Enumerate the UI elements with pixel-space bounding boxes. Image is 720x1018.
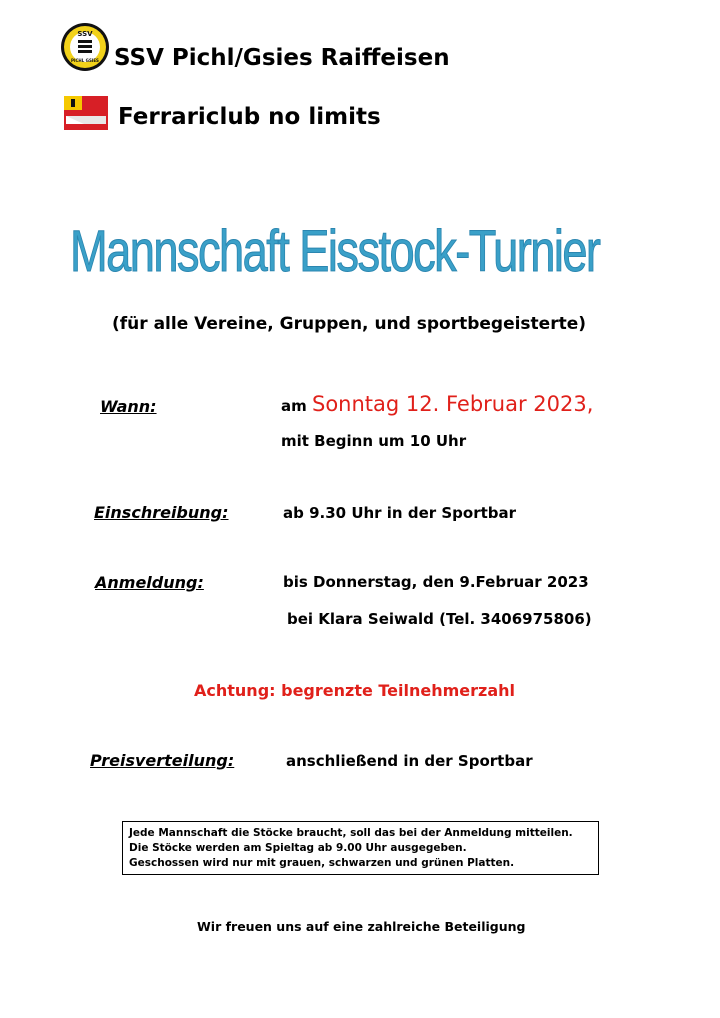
- signup-deadline: bis Donnerstag, den 9.Februar 2023: [283, 573, 589, 591]
- signup-contact: bei Klara Seiwald (Tel. 3406975806): [287, 610, 592, 628]
- note-line: Jede Mannschaft die Stöcke braucht, soll das bei der Anmeldung mitteilen.: [129, 827, 573, 839]
- event-date: Sonntag 12. Februar 2023,: [312, 392, 594, 416]
- notes-box: [122, 821, 599, 875]
- ssv-club-logo-icon: [60, 22, 110, 72]
- ferrari-header: [64, 96, 381, 130]
- ssv-header: [60, 22, 450, 72]
- event-subtitle: (für alle Vereine, Gruppen, und sportbegeisterte): [112, 314, 587, 334]
- event-title: Mannschaft Eisstock-Turnier: [70, 219, 600, 284]
- svg-text:SSV: SSV: [77, 30, 93, 38]
- awards-label: Preisverteilung:: [90, 751, 235, 770]
- ssv-club-name: SSV Pichl/Gsies Raiffeisen: [114, 45, 450, 71]
- svg-text:PICHL GSIES: PICHL GSIES: [71, 58, 99, 63]
- awards-value: anschließend in der Sportbar: [286, 752, 533, 770]
- ferrari-club-flag-icon: [64, 96, 108, 130]
- note-line: Geschossen wird nur mit grauen, schwarzen und grünen Platten.: [129, 857, 515, 869]
- registration-desk-label: Einschreibung:: [94, 503, 229, 522]
- when-value: [281, 392, 593, 416]
- signup-label: Anmeldung:: [95, 573, 204, 592]
- when-prefix: am: [281, 397, 307, 415]
- participant-limit-warning: Achtung: begrenzte Teilnehmerzahl: [194, 681, 516, 700]
- start-time: mit Beginn um 10 Uhr: [281, 432, 467, 450]
- note-line: Die Stöcke werden am Spieltag ab 9.00 Uhr ausgegeben.: [129, 842, 467, 854]
- ferrari-club-name: Ferrariclub no limits: [118, 104, 381, 130]
- when-label: Wann:: [100, 397, 157, 416]
- registration-desk-value: ab 9.30 Uhr in der Sportbar: [283, 504, 517, 522]
- closing-line: Wir freuen uns auf eine zahlreiche Beteiligung: [197, 919, 526, 934]
